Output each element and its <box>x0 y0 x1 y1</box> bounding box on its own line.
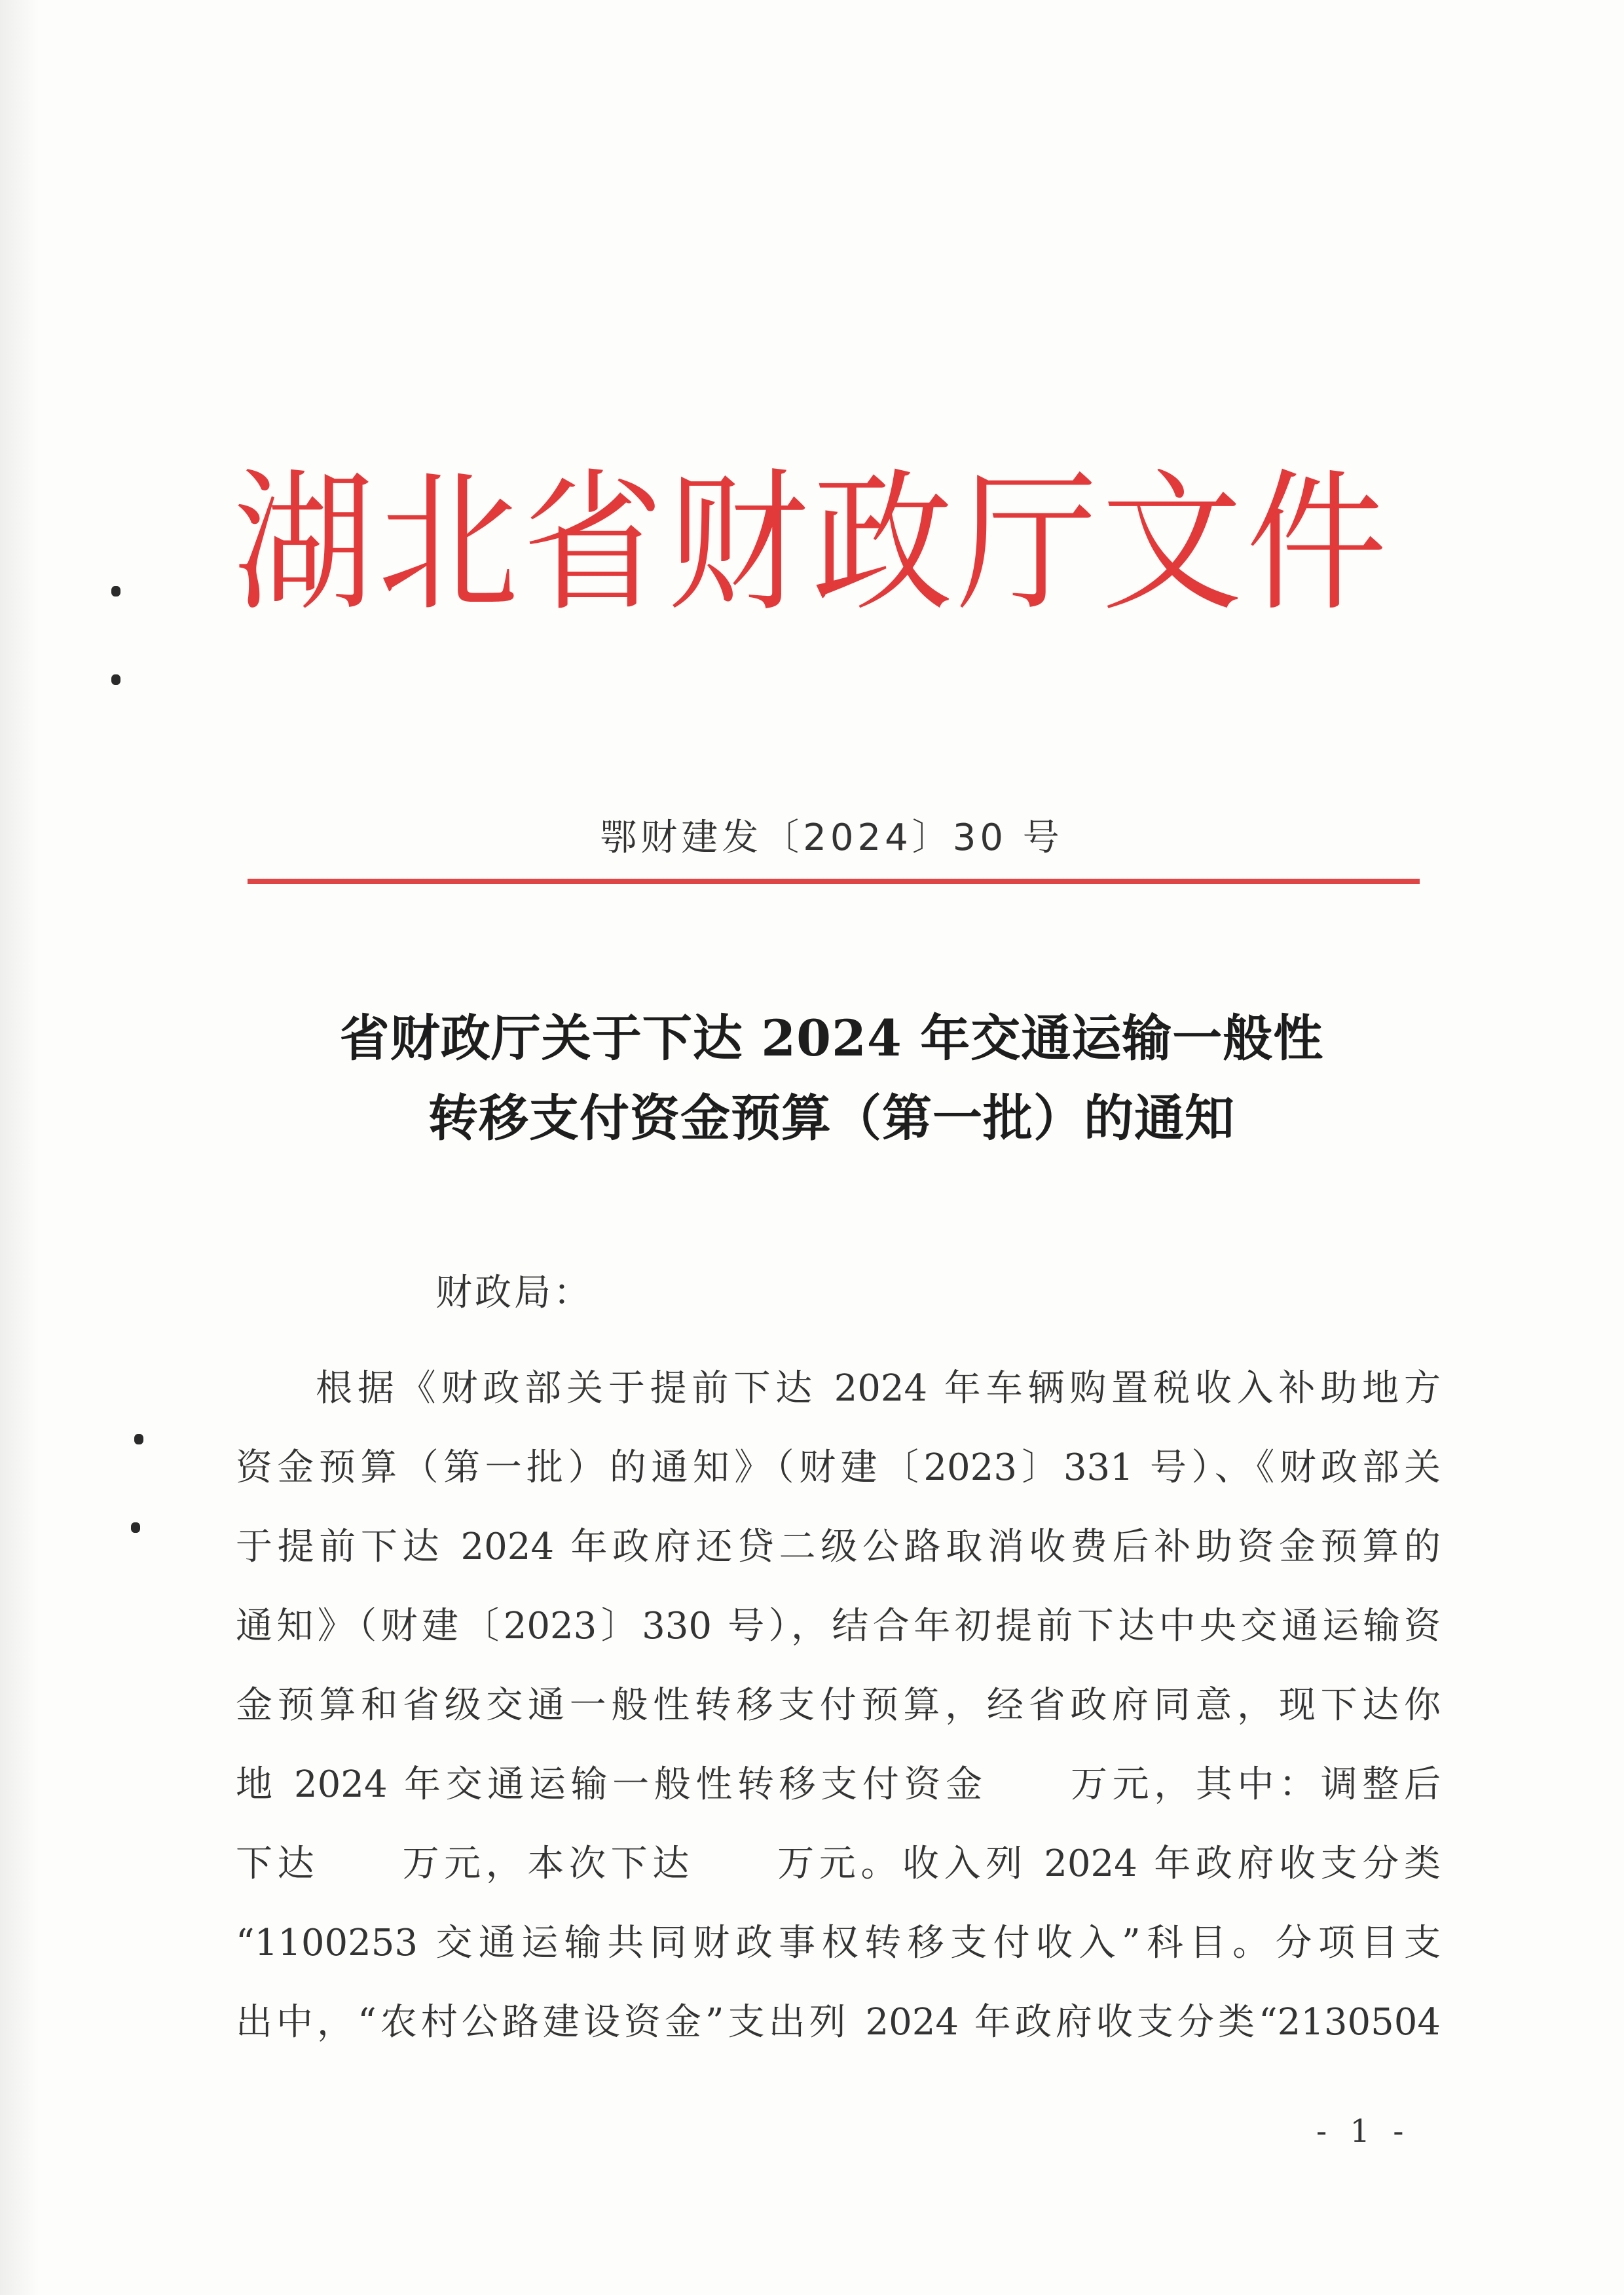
red-separator-line <box>248 879 1420 884</box>
binding-hole-mark <box>131 1522 140 1533</box>
binding-hole-mark <box>111 674 120 685</box>
agency-red-header: 湖北省财政厅文件 <box>233 454 1391 632</box>
document-title <box>0 999 1624 1158</box>
body-line: 根据《财政部关于提前下达 2024 年车辆购置税收入补助地方 <box>316 1367 1441 1410</box>
binding-hole-mark <box>134 1434 143 1444</box>
body-paragraph <box>236 1349 1441 2062</box>
body-line: “1100253 交通运输共同财政事权转移支付收入”科目。分项目支 <box>236 1922 1441 1964</box>
salutation: 财政局： <box>435 1272 593 1314</box>
body-line: 出中，“农村公路建设资金”支出列 2024 年政府收支分类“2130504 <box>236 2001 1441 2044</box>
body-line: 金预算和省级交通一般性转移支付预算，经省政府同意，现下达你 <box>236 1684 1441 1727</box>
body-line: 下达 万元，本次下达 万元。收入列 2024 年政府收支分类 <box>236 1843 1441 1885</box>
body-line: 于提前下达 2024 年政府还贷二级公路取消收费后补助资金预算的 <box>236 1526 1441 1568</box>
document-number: 鄂财建发〔2024〕30 号 <box>600 817 1063 859</box>
body-line: 通知》（财建〔2023〕330 号），结合年初提前下达中央交通运输资 <box>236 1605 1441 1647</box>
page-number: - 1 - <box>1316 2113 1411 2150</box>
body-line: 资金预算（第一批）的通知》（财建〔2023〕331 号）、《财政部关 <box>236 1446 1441 1489</box>
document-title-line-1: 省财政厅关于下达 2024 年交通运输一般性 <box>339 1009 1324 1067</box>
document-title-line-2: 转移支付资金预算（第一批）的通知 <box>428 1089 1235 1147</box>
body-line: 地 2024 年交通运输一般性转移支付资金 万元，其中：调整后 <box>236 1763 1441 1806</box>
